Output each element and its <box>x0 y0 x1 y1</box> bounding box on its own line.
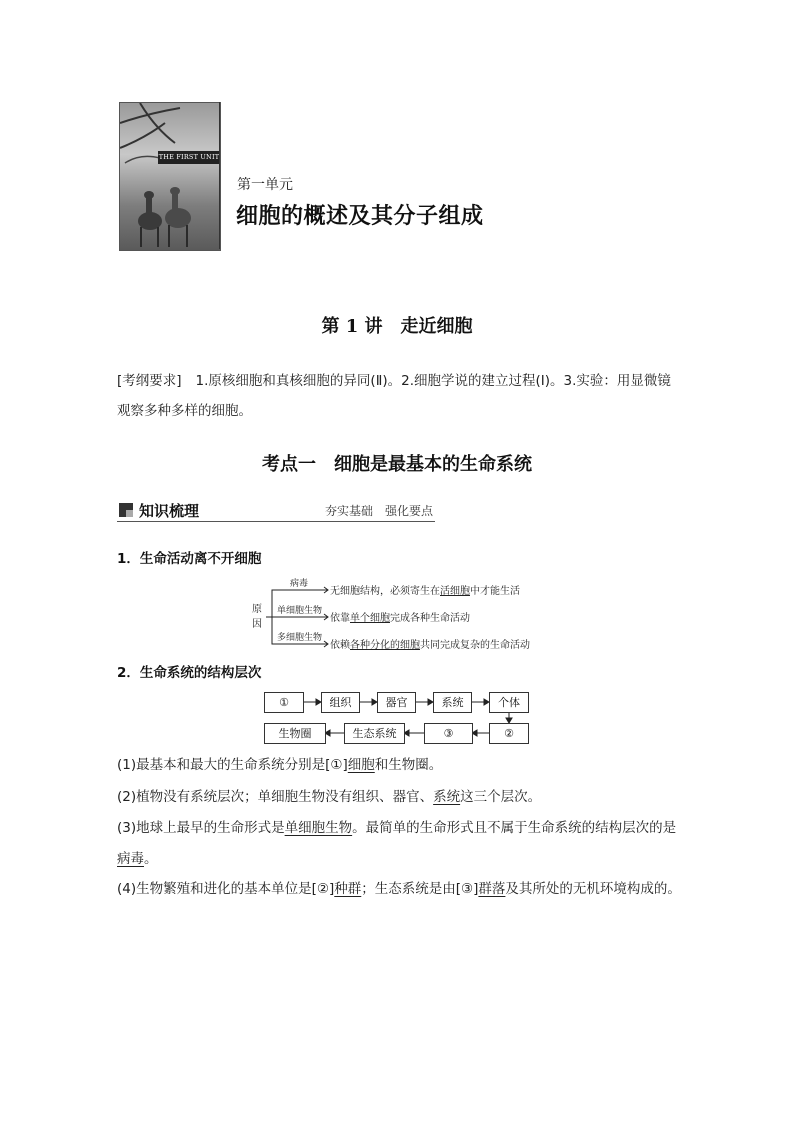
deer-illustration <box>120 103 220 250</box>
requirements-tag: [考纲要求] <box>117 373 182 389</box>
answer-system: 系统 <box>433 789 461 805</box>
level-box-organ: 器官 <box>377 692 416 713</box>
answer-virus: 病毒 <box>117 851 144 867</box>
level-box-1: ① <box>264 692 304 713</box>
level-box-system: 系统 <box>433 692 472 713</box>
section-title: 知识梳理 <box>139 502 200 520</box>
branch-label-unicellular: 单细胞生物 <box>277 606 323 616</box>
branch-desc-virus: 无细胞结构，必须寄生在活细胞中才能生活 <box>330 586 520 597</box>
paragraph-1: (1)最基本和最大的生命系统分别是[①]细胞和生物圈。 <box>117 757 443 773</box>
point-title: 考点一 细胞是最基本的生命系统 <box>262 454 532 475</box>
paragraph-4: (4)生物繁殖和进化的基本单位是[②]种群；生态系统是由[③]群落及其所处的无机环境构成的。 <box>117 881 681 897</box>
item2-heading: 2．生命系统的结构层次 <box>117 665 262 681</box>
answer-unicellular: 单细胞生物 <box>284 820 353 836</box>
level-box-3: ③ <box>424 723 473 744</box>
section-square-icon <box>119 503 133 517</box>
branch-label-multicellular: 多细胞生物 <box>277 633 323 643</box>
answer-cell: 细胞 <box>347 757 375 773</box>
branch-desc-unicellular: 依靠单个细胞完成各种生命活动 <box>330 613 470 624</box>
unit-label: 第一单元 <box>237 177 293 193</box>
section-subtitle: 夯实基础 强化要点 <box>325 504 434 518</box>
unit-divider <box>219 102 220 249</box>
item1-heading: 1．生命活动离不开细胞 <box>117 551 262 567</box>
exam-requirements <box>117 366 683 426</box>
reason-label-2: 因 <box>252 619 262 630</box>
answer-community: 群落 <box>478 881 506 897</box>
branch-label-virus: 病毒 <box>290 579 309 589</box>
level-box-tissue: 组织 <box>321 692 360 713</box>
unit-cover-image <box>119 102 221 251</box>
reason-diagram <box>240 572 560 652</box>
section-underline <box>117 521 435 522</box>
branch-desc-multicellular: 依赖各种分化的细胞共同完成复杂的生命活动 <box>330 640 530 651</box>
cover-band-text: THE FIRST UNIT <box>158 151 220 164</box>
answer-population: 种群 <box>334 881 362 897</box>
paragraph-2: (2)植物没有系统层次；单细胞生物没有组织、器官、系统这三个层次。 <box>117 789 542 805</box>
section-header <box>117 500 435 522</box>
level-box-2: ② <box>489 723 529 744</box>
requirements-text: 1.原核细胞和真核细胞的异同(Ⅱ)。2.细胞学说的建立过程(Ⅰ)。3.实验：用显微镜观察多种多样的细胞。 <box>117 373 671 419</box>
level-box-individual: 个体 <box>489 692 529 713</box>
paragraph-3: (3)地球上最早的生命形式是单细胞生物。最简单的生命形式且不属于生命系统的结构层次的是病毒。 <box>117 820 677 867</box>
unit-title: 细胞的概述及其分子组成 <box>236 204 484 229</box>
lecture-title: 第 1 讲 走近细胞 <box>321 316 473 337</box>
level-box-ecosystem: 生态系统 <box>344 723 405 744</box>
level-box-biosphere: 生物圈 <box>264 723 326 744</box>
reason-label-1: 原 <box>252 604 262 615</box>
